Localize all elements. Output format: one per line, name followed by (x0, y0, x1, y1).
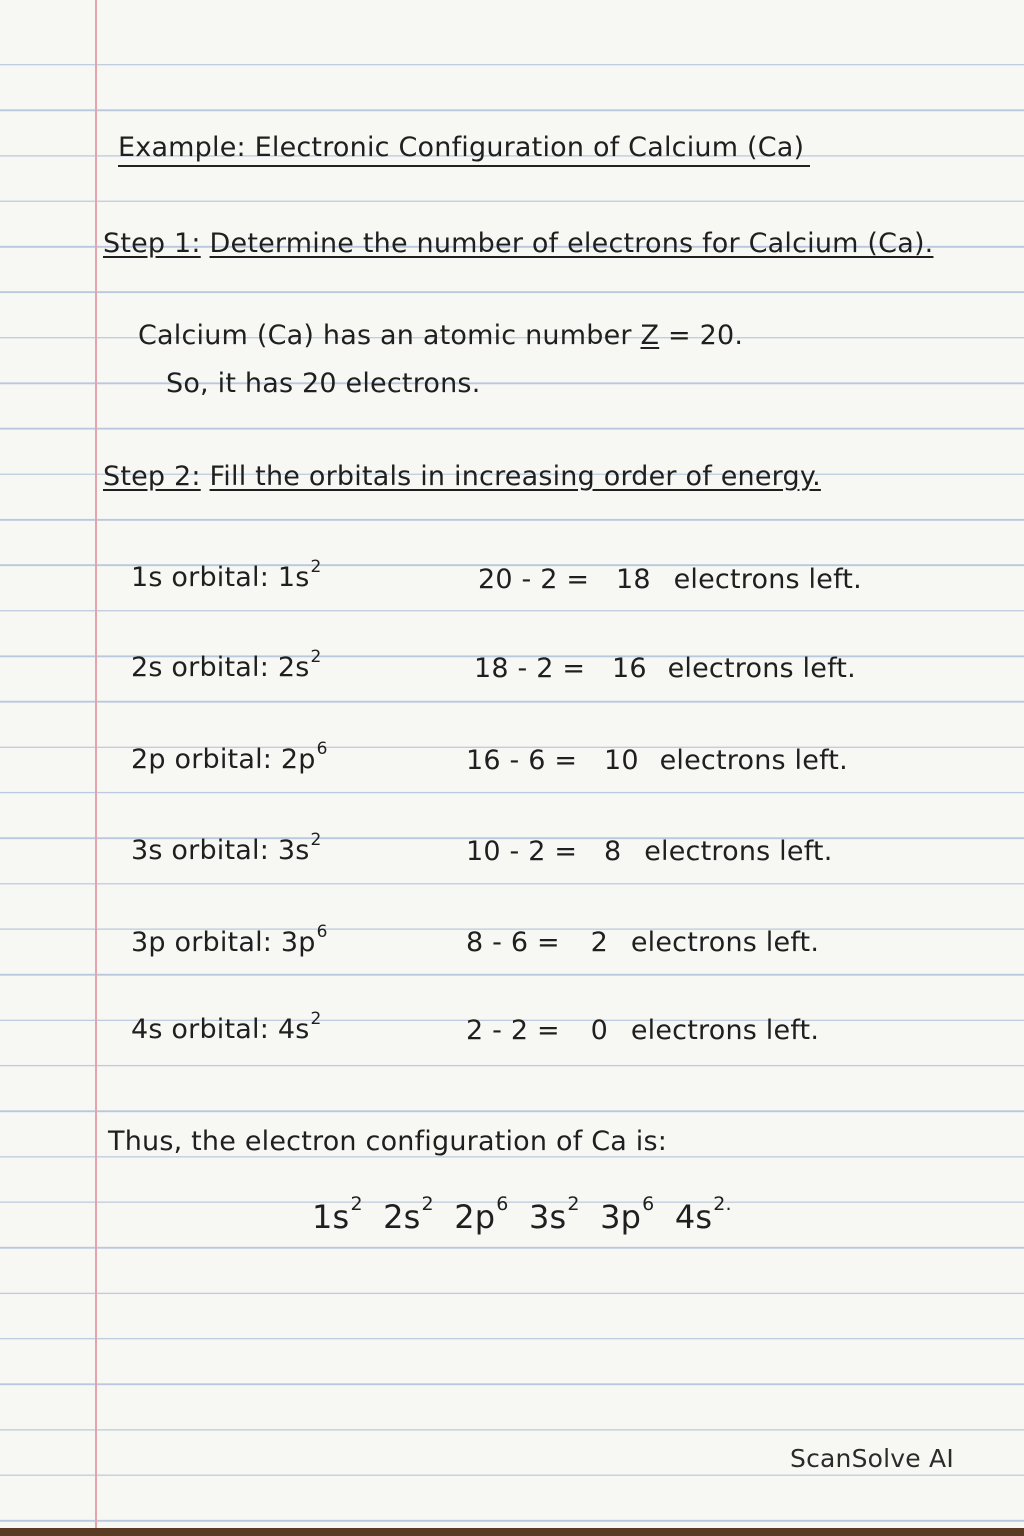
electrons-left-text: electrons left. (630, 927, 820, 958)
orbital-exponent: 2 (310, 647, 322, 667)
subtraction: 10 - 2 = (466, 836, 578, 867)
step-2-text: Fill the orbitals in increasing order of energy. (209, 461, 821, 492)
electrons-left-count: 18 (616, 564, 651, 595)
electrons-left-count: 8 (604, 836, 622, 867)
electrons-left-text: electrons left. (630, 1015, 820, 1046)
orbital-row-3s-calc (466, 836, 833, 867)
orbital-exponent: 6 (316, 739, 328, 759)
orbital-row-2s-label (131, 647, 322, 683)
orbital-notation: 3p (280, 927, 316, 958)
orbital-label: 2s orbital: (131, 652, 270, 683)
electrons-left-count: 0 (590, 1015, 609, 1046)
config-exponent: 6 (496, 1193, 509, 1216)
orbital-notation: 1s (277, 562, 310, 593)
orbital-label: 3s orbital: (131, 835, 270, 866)
step-2-heading (103, 461, 821, 492)
orbital-row-2s-calc (474, 653, 856, 684)
step-1-text: Determine the number of electrons for Calcium (Ca). (209, 228, 934, 259)
margin-line (95, 0, 97, 1536)
atomic-number-pre: Calcium (Ca) has an atomic number (138, 320, 632, 351)
orbital-exponent: 6 (316, 922, 328, 942)
electrons-left-text: electrons left. (673, 564, 862, 595)
electrons-left-count: 16 (612, 653, 647, 684)
electrons-left-text: electrons left. (659, 745, 848, 776)
orbital-notation: 4s (277, 1014, 310, 1045)
page-title: Example: Electronic Configuration of Calcium (Ca) (118, 132, 810, 167)
z-symbol: Z (640, 320, 660, 351)
step-1-label: Step 1: (103, 228, 201, 259)
subtraction: 18 - 2 = (474, 653, 586, 684)
orbital-label: 2p orbital: (131, 744, 273, 775)
config-exponent: 6 (642, 1193, 655, 1216)
orbital-row-3s-label (131, 830, 322, 866)
orbital-row-2p-label (131, 739, 328, 775)
conclusion-text: Thus, the electron configuration of Ca is: (108, 1126, 668, 1157)
orbital-row-4s-label (131, 1009, 322, 1045)
config-exponent: 2 (350, 1193, 363, 1216)
config-term: 2s (383, 1198, 421, 1236)
step-2-label: Step 2: (103, 461, 201, 492)
orbital-notation: 2p (280, 744, 316, 775)
config-exponent: 2 (421, 1193, 434, 1216)
orbital-row-2p-calc (466, 745, 848, 776)
orbital-row-3p-label (131, 922, 328, 958)
config-term: 2p (454, 1198, 496, 1236)
orbital-row-4s-calc (466, 1015, 819, 1046)
orbital-exponent: 2 (310, 1009, 322, 1029)
atomic-number-post: = 20. (668, 320, 744, 351)
electron-count-line: So, it has 20 electrons. (166, 368, 481, 399)
electron-configuration (312, 1193, 732, 1236)
brand-watermark: ScanSolve AI (790, 1444, 954, 1473)
config-term: 3p (600, 1198, 642, 1236)
config-exponent: 2. (713, 1193, 732, 1216)
orbital-row-1s-label (131, 557, 322, 593)
config-term: 1s (312, 1198, 350, 1236)
electrons-left-text: electrons left. (644, 836, 833, 867)
step-1-heading (103, 228, 933, 259)
orbital-exponent: 2 (310, 557, 322, 577)
orbital-notation: 3s (277, 835, 310, 866)
orbital-label: 1s orbital: (131, 562, 270, 593)
page-bottom-edge (0, 1528, 1024, 1536)
subtraction: 20 - 2 = (478, 564, 590, 595)
subtraction: 2 - 2 = (466, 1015, 560, 1046)
orbital-label: 3p orbital: (131, 927, 273, 958)
subtraction: 16 - 6 = (466, 745, 578, 776)
orbital-label: 4s orbital: (131, 1014, 270, 1045)
subtraction: 8 - 6 = (466, 927, 560, 958)
orbital-notation: 2s (277, 652, 310, 683)
config-term: 4s (674, 1198, 713, 1236)
electrons-left-count: 2 (590, 927, 609, 958)
electrons-left-text: electrons left. (667, 653, 856, 684)
config-exponent: 2 (567, 1193, 580, 1216)
config-term: 3s (528, 1198, 567, 1236)
orbital-row-1s-calc (478, 564, 862, 595)
orbital-row-3p-calc (466, 927, 819, 958)
orbital-exponent: 2 (310, 830, 322, 850)
atomic-number-line (138, 320, 743, 351)
electrons-left-count: 10 (604, 745, 639, 776)
